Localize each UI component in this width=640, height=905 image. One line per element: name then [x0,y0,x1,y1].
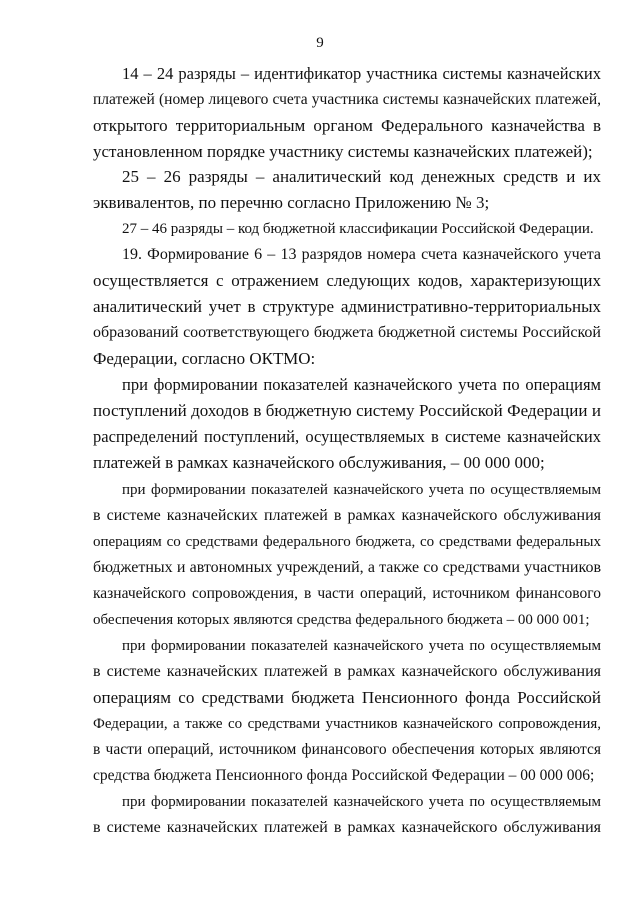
text-line: в части операций, источником финансового обеспечения которых являются [93,741,601,758]
text-line: платежей (номер лицевого счета участника системы казначейских платежей, [93,91,601,108]
text-line: 19. Формирование 6 – 13 разрядов номера счета казначейского учета [122,246,601,263]
text-line: аналитический учет в структуре административно-территориальных [93,297,601,316]
text-line: 25 – 26 разряды – аналитический код денежных средств и их [122,167,601,186]
text-line: 27 – 46 разряды – код бюджетной классификации Российской Федерации. [122,221,594,237]
text-line: операциям со средствами бюджета Пенсионного фонда Российской [93,688,601,707]
text-line: обеспечения которых являются средства федерального бюджета – 00 000 001; [93,612,590,628]
text-line: поступлений доходов в бюджетную систему Российской Федерации и [93,401,601,420]
text-line: в системе казначейских платежей в рамках казначейского обслуживания [93,819,601,836]
text-line: образований соответствующего бюджета бюджетной системы Российской [93,324,601,341]
text-line: в системе казначейских платежей в рамках казначейского обслуживания [93,663,601,680]
text-line: платежей в рамках казначейского обслуживания, – 00 000 000; [93,453,545,472]
text-line: 14 – 24 разряды – идентификатор участника системы казначейских [122,64,601,83]
text-line: эквивалентов, по перечню согласно Приложению № 3; [93,193,490,212]
text-line: при формировании показателей казначейского учета по осуществляемым [122,482,601,498]
text-line: бюджетных и автономных учреждений, а также со средствами участников [93,559,601,576]
text-line: операциям со средствами федерального бюджета, со средствами федеральных [93,534,601,550]
text-line: казначейского сопровождения, в части операций, источником финансового [93,585,601,602]
text-line: открытого территориальным органом Федерального казначейства в [93,116,601,135]
text-line: установленном порядке участнику системы казначейских платежей); [93,142,593,161]
text-line: средства бюджета Пенсионного фонда Российской Федерации – 00 000 006; [93,767,595,784]
text-line: при формировании показателей казначейского учета по осуществляемым [122,794,601,810]
text-line: распределений поступлений, осуществляемых в системе казначейских [93,427,601,446]
text-line: осуществляется с отражением следующих кодов, характеризующих [93,271,601,290]
text-line: при формировании показателей казначейского учета по осуществляемым [122,638,601,654]
text-line: Федерации, а также со средствами участников казначейского сопровождения, [93,716,601,732]
text-line: при формировании показателей казначейского учета по операциям [122,375,601,394]
page-number: 9 [316,35,324,51]
text-line: в системе казначейских платежей в рамках казначейского обслуживания [93,507,601,524]
text-line: Федерации, согласно ОКТМО: [93,349,316,368]
